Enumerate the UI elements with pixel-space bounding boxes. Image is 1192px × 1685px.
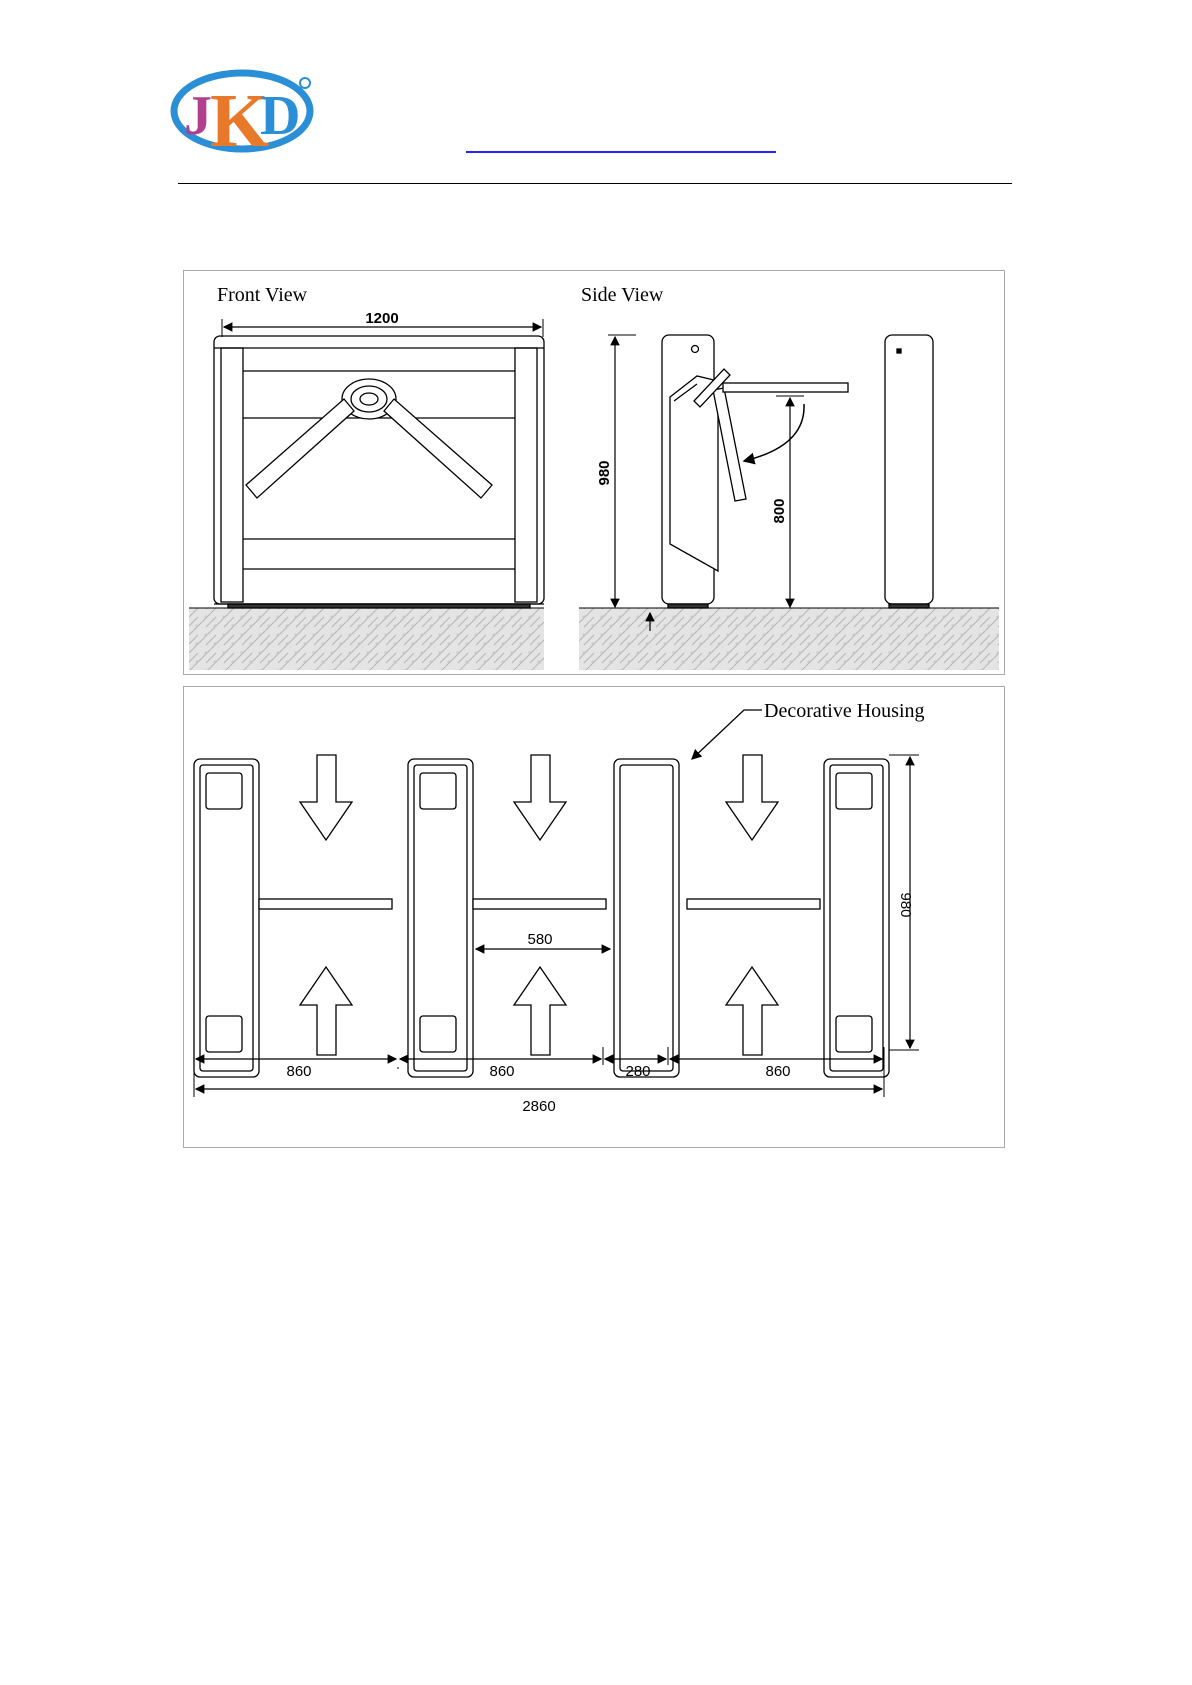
front-view-title: Front View: [217, 284, 308, 306]
plan-depth-dim-label: 980: [897, 892, 914, 918]
logo-letter-j: J: [184, 85, 212, 147]
plan-direction-arrows-in: [300, 755, 778, 840]
bottom-dim-label-4: 860: [765, 1063, 791, 1080]
plan-cabinet-2: [408, 759, 473, 1077]
elevation-drawing-panel: [183, 270, 1005, 675]
plan-drawing: [184, 687, 1004, 1147]
company-logo: [170, 66, 316, 156]
plan-direction-arrows-out: [300, 967, 778, 1055]
plan-decorative-housing: [614, 759, 679, 1077]
plan-drawing-panel: [183, 686, 1005, 1148]
bottom-dim-label-1: 860: [286, 1063, 312, 1080]
callout-leader: [692, 710, 762, 759]
side-cabinet-right: [885, 335, 933, 608]
logo-letter-k: K: [210, 79, 270, 156]
plan-arm-3: [687, 899, 820, 909]
side-view-title: Side View: [581, 284, 664, 306]
side-ground: [579, 608, 999, 670]
header-divider: [178, 183, 1012, 184]
plan-arm-1: [259, 899, 392, 909]
side-cabinet-left: [662, 335, 718, 608]
plan-cabinet-1: [194, 759, 259, 1077]
elevation-drawing: [184, 271, 1004, 674]
bottom-dim-label-3: 280: [625, 1063, 651, 1080]
header-website-link[interactable]: [466, 151, 776, 153]
total-dim-label: 2860: [522, 1098, 556, 1115]
side-rotation-arrow: [744, 404, 804, 461]
side-height-dim-label: 980: [596, 460, 613, 486]
plan-arm-2: [473, 899, 606, 909]
lane-width-dim-label: 580: [527, 931, 553, 948]
front-width-dim-label: 1200: [365, 310, 399, 327]
front-ground: [189, 608, 544, 670]
logo-dot: [300, 78, 310, 88]
bottom-dim-label-2: 860: [489, 1063, 515, 1080]
plan-cabinet-4: [824, 759, 889, 1077]
decorative-housing-callout: Decorative Housing: [764, 700, 925, 722]
logo-letter-d: D: [260, 85, 301, 147]
side-arm-height-dim-label: 800: [771, 498, 788, 524]
